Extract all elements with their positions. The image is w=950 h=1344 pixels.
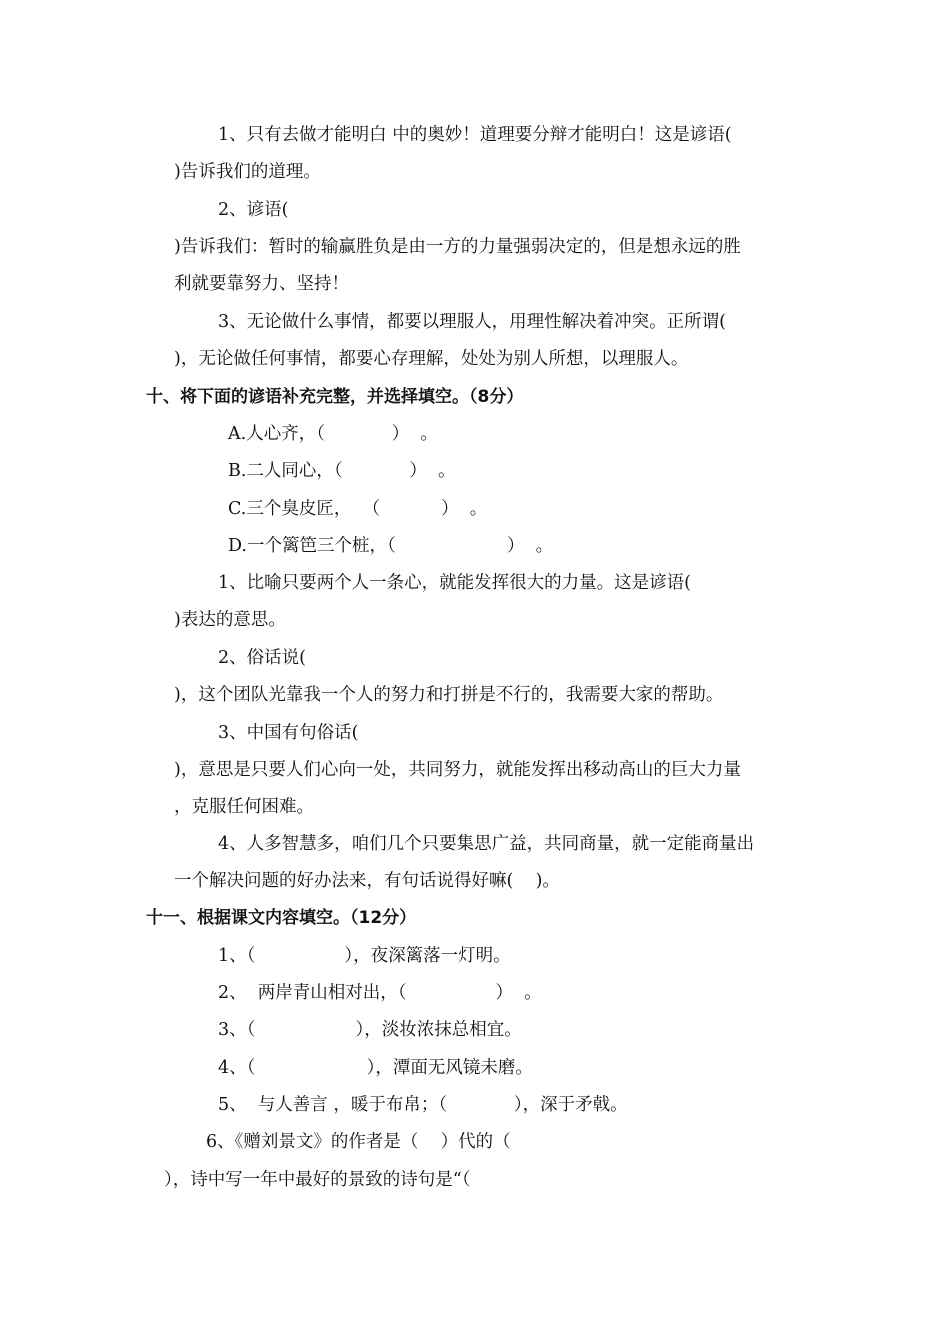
s10-option-b: B.二人同心，（ ） 。 [228,461,456,481]
s10-option-a: A.人心齐，（ ） 。 [228,424,438,444]
s10-q3-line3: ，克服任何困难。 [174,797,314,817]
s11-q5: 5、 与人善言 ，暖于布帛；（ ），深于矛戟。 [218,1095,628,1115]
s9-q2-line1: 2、谚语( [218,200,289,220]
s10-q2-line1: 2、俗话说( [218,648,306,668]
s9-q1-line2: )告诉我们的道理。 [174,162,321,182]
s9-q2-line2: )告诉我们：暂时的输赢胜负是由一方的力量强弱决定的，但是想永远的胜 [174,237,741,257]
s10-q1-line2: )表达的意思。 [174,610,286,630]
s11-q4: 4、（ ），潭面无风镜未磨。 [218,1058,533,1078]
s9-q2-line3: 利就要靠努力、坚持！ [174,274,349,294]
s10-q4-line1: 4、人多智慧多，咱们几个只要集思广益，共同商量，就一定能商量出 [218,834,755,854]
s10-q3-line1: 3、中国有句俗话( [218,723,359,743]
s10-q1-line1: 1、比喻只要两个人一条心，就能发挥很大的力量。这是谚语( [218,573,691,593]
s11-q6-line1: 6、《赠刘景文》的作者是（ ）代的（ [206,1132,511,1152]
s11-q6-line2: ），诗中写一年中最好的景致的诗句是“（ [164,1170,471,1190]
s11-q2: 2、 两岸青山相对出，（ ） 。 [218,983,542,1003]
section10-heading: 十、将下面的谚语补充完整，并选择填空。（8分） [146,387,524,407]
s10-q4-line2: 一个解决问题的好办法来，有句话说得好嘛( )。 [174,871,560,891]
s11-q3: 3、（ ），淡妆浓抹总相宜。 [218,1020,522,1040]
s10-option-d: D.一个篱笆三个桩，（ ） 。 [228,536,554,556]
s10-q3-line2: )，意思是只要人们心向一处，共同努力，就能发挥出移动高山的巨大力量 [174,760,741,780]
s11-q1: 1、（ ），夜深篱落一灯明。 [218,946,511,966]
s10-option-c: C.三个臭皮匠， （ ） 。 [228,499,488,519]
section11-heading: 十一、根据课文内容填空。（12分） [146,908,417,928]
s9-q1-line1: 1、只有去做才能明白 中的奥妙！道理要分辩才能明白！这是谚语( [218,125,732,145]
s9-q3-line2: )，无论做任何事情，都要心存理解，处处为别人所想，以理服人。 [174,349,689,369]
s10-q2-line2: )，这个团队光靠我一个人的努力和打拼是不行的，我需要大家的帮助。 [174,685,724,705]
s9-q3-line1: 3、无论做什么事情，都要以理服人，用理性解决着冲突。正所谓( [218,312,726,332]
